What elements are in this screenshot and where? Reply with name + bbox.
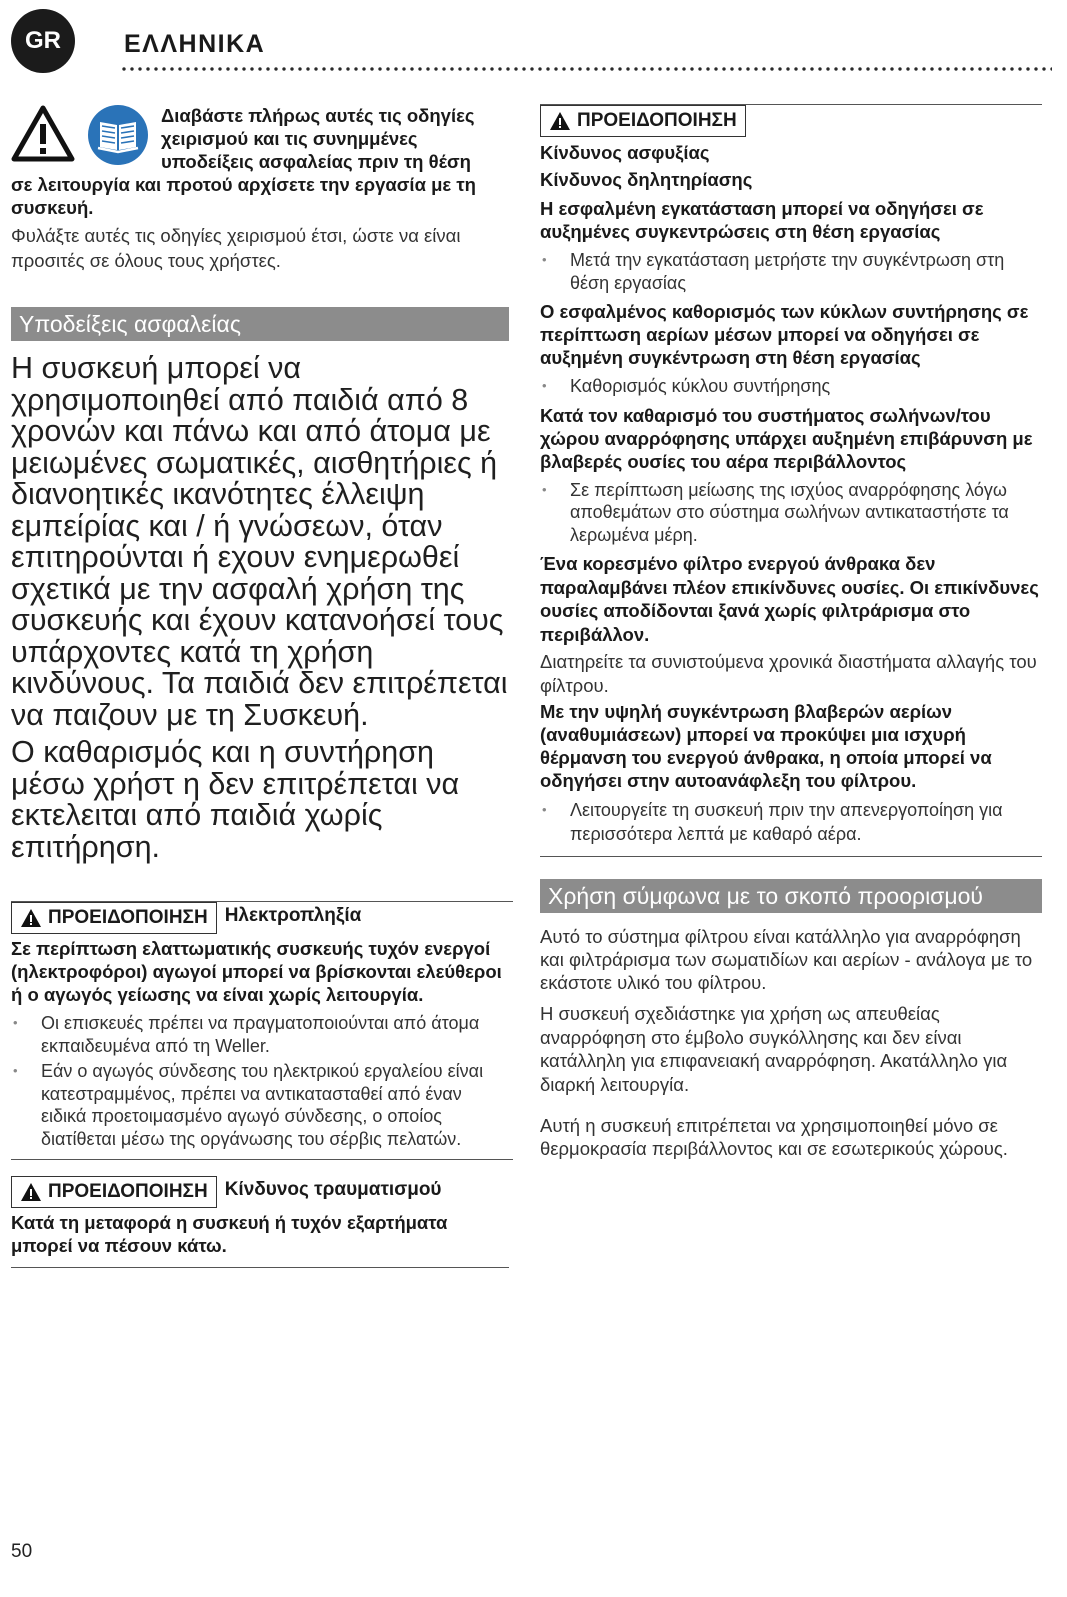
warning-label-right — [540, 105, 746, 137]
electric-bullet-2: • Εάν ο αγωγός σύνδεσης του ηλεκτρικού εργαλείου είναι κατεστραμμένος, πρέπει να αντικατασταθεί από έναν ειδικά προετοιμασμένο αγωγό σύνδεσης, ο οποίος διατίθεται μέσω της οργάνωσης του σέρβις πελατών. — [11, 1060, 509, 1150]
warning-topic-injury: Κίνδυνος τραυματισμού — [224, 1179, 442, 1200]
right-bold-5: Με την υψηλή συγκέντρωση βλαβερών αερίων (αναθυμιάσεων) μπορεί να προκύψει μια ισχυρή θέρμανση του ενεργού άνθρακα, η οποία μπορεί να οδηγήσει στην αυτοανάφλεξη του φίλτρου. — [540, 701, 992, 791]
language-badge: GR — [11, 9, 75, 73]
left-column — [11, 104, 509, 1268]
page-number: 50 — [11, 1541, 33, 1562]
electric-bullet-1: • Οι επισκευές πρέπει να πραγματοποιούνται από άτομα εκπαιδευμένα από τη Weller. — [11, 1012, 509, 1057]
safety-paragraph-1: Η συσκευή μπορεί να χρησιμοποιηθεί από παιδιά από 8 χρονών και πάνω και από άτομα με μειωμένες σωματικές, αισθητήριες ή διανοητικές ικανότητες έλλειψη εμπείρίας και / ή γνώσεων, όταν επιτηρούνται ή εχουν ενημερωθεί σχετικά με την ασφαλή χρήση της συσκευής και έχουν κατανοήσεί τους υπάρχοντες κατά τη χρήση κινδύνους. Τα παιδιά δεν επιτρέπεται να παιζουν με τη Συσκευή. — [11, 351, 508, 732]
right-column — [540, 104, 1042, 1160]
divider — [11, 1159, 513, 1160]
right-bold-3: Κατά τον καθαρισμό του συστήματος σωλήνων/του χώρου αναρρόφησης υπάρχει αυξημένη επιβάρυνση με βλαβερές ουσίες του αέρα περιβάλλοντος — [540, 404, 1033, 472]
intended-use-p2: Η συσκευή σχεδιάστηκε για χρήση ως απευθείας αναρρόφηση στο έμβολο συγκόλλησης και δεν είναι κατάλληλη για επιφανειακή αναρρόφηση. Ακατάλληλο για διαρκή λειτουργία. — [540, 1003, 1008, 1095]
dotted-divider — [120, 66, 1052, 72]
right-bold-2: Ο εσφαλμένος καθορισμός των κύκλων συντήρησης σε περίπτωση αερίων μέσων μπορεί να οδηγήσει σε αυξημένη συγκέντρωση στη θέση εργασίας — [540, 301, 1029, 368]
warning-label-injury — [11, 1176, 217, 1208]
safety-section-title: Υποδείξεις ασφαλείας — [11, 307, 509, 341]
electric-warning-text: Σε περίπτωση ελαττωματικής συσκευής τυχόν ενεργοί (ηλεκτροφόροι) αγωγοί μπορεί να βρίσκονται ελεύθεροι ή ο αγωγός γείωσης να είναι χωρίς λειτουργία. — [11, 938, 502, 1005]
read-manual-icon — [87, 104, 149, 166]
divider — [540, 856, 1042, 857]
warning-label-electric — [11, 902, 217, 934]
warning-icon — [20, 1182, 42, 1202]
intro-bold-line3: υποδείξεις ασφαλείας πριν τη θέση — [161, 151, 471, 172]
intended-use-title: Χρήση σύμφωνα με το σκοπό προορισμού — [540, 879, 1042, 913]
right-bullet-3: • Σε περίπτωση μείωσης της ισχύος αναρρόφησης λόγω αποθεμάτων στο σύστημα σωλήνων αντικαταστήστε τα λερωμένα μέρη. — [540, 479, 1042, 547]
language-title: ΕΛΛΗΝΙΚΑ — [124, 30, 266, 58]
right-bullet-2: • Καθορισμός κύκλου συντήρησης — [540, 375, 1042, 398]
warning-triangle-icon — [11, 104, 75, 162]
intro-bold-line4: σε λειτουργία και προτού αρχίσετε την εργασία με τη συσκευή. — [11, 174, 476, 218]
warning-icon — [20, 908, 42, 928]
intended-use-p1: Αυτό το σύστημα φίλτρου είναι κατάλληλο για αναρρόφηση και φιλτράρισμα των σωματιδίων και αερίων - ανάλογα με το εκάστοτε υλικό του φίλτρου. — [540, 926, 1033, 993]
right-bullet-5: • Λειτουργείτε τη συσκευή πριν την απενεργοποίηση για περισσότερα λεπτά με καθαρό αέρα. — [540, 798, 1042, 846]
injury-warning-text: Κατά τη μεταφορά η συσκευή ή τυχόν εξαρτήματα μπορεί να πέσουν κάτω. — [11, 1212, 448, 1256]
safety-paragraph-2: Ο καθαρισμός και η συντήρηση μέσω χρήστ η δεν επιτρέπεται να εκτελειται από παιδιά χωρίς επιτήρηση. — [11, 735, 460, 864]
intro-normal-text: Φυλάξτε αυτές τις οδηγίες χειρισμού έτσι, ώστε να είναι προσιτές σε όλους τους χρήστες. — [11, 225, 461, 271]
risk-poisoning: Κίνδυνος δηλητηρίασης — [540, 169, 753, 190]
right-normal-4: Διατηρείτε τα συνιστούμενα χρονικά διαστήματα αλλαγής του φίλτρου. — [540, 651, 1037, 696]
warning-label-text: ΠΡΟΕΙΔΟΠΟΙΗΣΗ — [48, 907, 208, 928]
right-bold-4: Ένα κορεσμένο φίλτρο ενεργού άνθρακα δεν παραλαμβάνει πλέον επικίνδυνες ουσίες. Οι επικίνδυνες ουσίες αποδίδονται ξανά χωρίς φιλτράρισμα στο περιβάλλον. — [540, 553, 1039, 645]
warning-icon — [549, 111, 571, 131]
warning-label-text: ΠΡΟΕΙΔΟΠΟΙΗΣΗ — [577, 110, 737, 131]
right-bold-1: Η εσφαλμένη εγκατάσταση μπορεί να οδηγήσει σε αυξημένες συγκεντρώσεις στη θέση εργασίας — [540, 198, 984, 242]
risk-suffocation: Κίνδυνος ασφυξίας — [540, 142, 710, 163]
intended-use-p3: Αυτή η συσκευή επιτρέπεται να χρησιμοποιηθεί μόνο σε θερμοκρασία περιβάλλοντος και σε εσωτερικούς χώρους. — [540, 1115, 1008, 1159]
intro-bold-line1: Διαβάστε πλήρως αυτές τις οδηγίες — [161, 105, 475, 126]
divider — [11, 1267, 509, 1268]
warning-label-text: ΠΡΟΕΙΔΟΠΟΙΗΣΗ — [48, 1181, 208, 1202]
right-bullet-1: • Μετά την εγκατάσταση μετρήστε την συγκέντρωση στη θέση εργασίας — [540, 249, 1042, 294]
intro-bold-line2: χειρισμού και τις συνημμένες — [161, 128, 418, 149]
warning-topic-electric: Ηλεκτροπληξία — [224, 905, 362, 926]
